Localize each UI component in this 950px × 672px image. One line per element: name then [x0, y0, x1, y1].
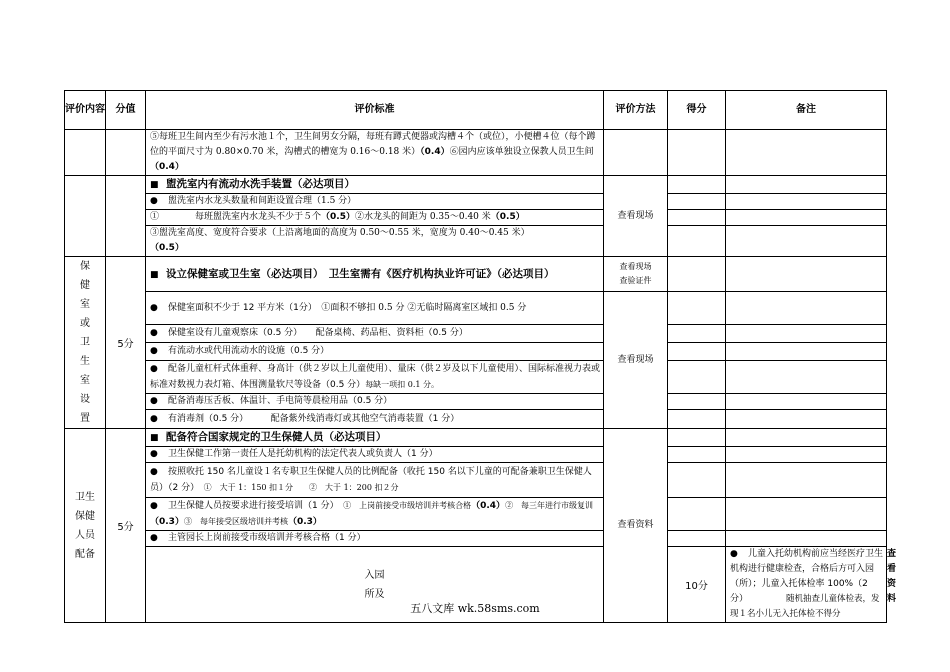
label-line: 人员: [75, 529, 95, 541]
label-char: 健: [80, 280, 90, 291]
score-cell: [668, 531, 726, 547]
notes-cell: [726, 325, 887, 343]
label-char: 置: [80, 413, 90, 424]
evaluation-table: [64, 90, 897, 623]
health-staff-item-cell: [146, 463, 604, 498]
washroom-item-cell: [146, 194, 604, 210]
score-cell: [668, 410, 726, 429]
table-row: [65, 531, 887, 547]
health-staff-item3-c: ② 每三年进行市级复训: [505, 501, 594, 510]
notes-cell: [726, 410, 887, 429]
notes-cell: [726, 429, 887, 447]
bullet-icon: ●: [150, 346, 158, 356]
notes-cell: [726, 194, 887, 210]
washroom-item1: 盥洗室内水龙头数量和间距设置合理（1.5 分）: [168, 196, 357, 206]
washroom-item3-score: （0.5）: [150, 243, 184, 253]
washroom-item2-b: ②水龙头的间距为 0.35～0.40 米: [354, 212, 491, 222]
toilet-criteria-score: （0.4）: [420, 147, 450, 157]
admission-points: 10分: [668, 547, 726, 623]
health-room-method-b: 查验证件: [619, 276, 652, 285]
health-staff-item-cell: [146, 447, 604, 463]
toilet-criteria-cell: [146, 130, 604, 176]
washroom-title-cell: [146, 176, 604, 194]
table-row: [65, 226, 887, 257]
score-cell: [668, 210, 726, 226]
score-cell: [668, 226, 726, 257]
health-room-item-cell: [146, 292, 604, 325]
health-room-item-cell: [146, 410, 604, 429]
label-char: 生: [80, 356, 90, 367]
health-staff-label: [65, 429, 106, 623]
washroom-item-cell: [146, 210, 604, 226]
washroom-title: 盥洗室内有流动水洗手装置（必达项目）: [166, 178, 355, 190]
health-room-item4: 配备儿童杠杆式体重秤、身高计（供２岁以上儿童使用）、量床（供２岁及以下儿童使用）、国际标准视力表或标准对数视力表灯箱、体围测量软尺等设备（0.5 分）: [150, 363, 601, 390]
notes-cell: [726, 447, 887, 463]
score-cell: [668, 394, 726, 410]
square-bullet-icon: ■: [150, 180, 159, 190]
notes-cell: [726, 394, 887, 410]
health-staff-title-cell: [146, 429, 604, 447]
notes-cell: [726, 176, 887, 194]
health-staff-item2-deduction: ① 大于 1：150 扣１分 ② 大于 1：200 扣２分: [203, 482, 399, 492]
health-room-label: [65, 257, 106, 429]
washroom-item2-b-score: （0.5）: [490, 212, 525, 222]
header-notes: 备注: [726, 91, 887, 130]
notes-cell: [726, 531, 887, 547]
label-line: 入园: [364, 569, 385, 581]
content-cell-empty: [65, 176, 106, 257]
notes-cell: [726, 226, 887, 257]
health-room-method-a: 查看现场: [619, 262, 652, 271]
health-room-item4-deduction: 每缺一项扣 0.1 分。: [365, 379, 439, 389]
table-row: [65, 257, 887, 292]
bullet-icon: ●: [150, 302, 158, 313]
table-header-row: [65, 91, 887, 130]
notes-cell: [726, 498, 887, 531]
score-cell: [668, 257, 726, 292]
health-room-item3: 有流动水或代用流动水的设施（0.5 分）: [168, 346, 330, 356]
health-room-item1-deduction: ①面积不够扣 0.5 分 ②无临时隔离室区域扣 0.5 分: [321, 302, 527, 313]
score-cell: [668, 194, 726, 210]
score-cell: [668, 498, 726, 531]
health-room-item-cell: [146, 394, 604, 410]
table-row: [65, 361, 887, 394]
toilet-staff-text: ⑥园内应该单独设立保教人员卫生间: [449, 147, 594, 157]
header-score: 得分: [668, 91, 726, 130]
bullet-icon: ●: [150, 413, 158, 424]
health-room-title: 设立保健室或卫生室（必达项目） 卫生室需有《医疗机构执业许可证》（必达项目）: [166, 267, 555, 280]
notes-cell: [726, 292, 887, 325]
notes-cell: [726, 130, 887, 176]
header-criteria: 评价标准: [146, 91, 604, 130]
washroom-item2-a: ① 每班盥洗室内水龙头不少于５个: [150, 212, 322, 222]
health-staff-item-cell: [146, 531, 604, 547]
label-char: 或: [80, 318, 90, 329]
table-row: [65, 394, 887, 410]
table-row: [65, 194, 887, 210]
health-room-item1: 保健室面积不少于 12 平方米（1分）: [168, 302, 313, 313]
table-row: [65, 130, 887, 176]
table-row: [65, 498, 887, 531]
health-staff-method: 查看资料: [604, 429, 668, 623]
label-line: 卫生: [75, 491, 95, 503]
toilet-criteria-text: ⑤每班卫生间内至少有污水池１个，卫生间男女分隔，每班有蹲式便器或沟槽４个（或位），小便槽４位（每个蹲位的平面尺寸为 0.80×0.70 米，沟槽式的槽宽为 0.16～0.18 米）: [150, 132, 596, 157]
label-line: 所及: [364, 588, 385, 600]
table-row: [65, 447, 887, 463]
health-room-item-cell: [146, 325, 604, 343]
health-room-method: 查看现场: [604, 292, 668, 429]
washroom-item3: ③盥洗室高度、宽度符合要求（上沿离地面的高度为 0.50～0.55 米，宽度为 0.40～0.45 米）: [150, 228, 530, 238]
table-row: [65, 325, 887, 343]
points-cell-empty: [106, 176, 146, 257]
health-room-item-cell: [146, 361, 604, 394]
table-row: [65, 292, 887, 325]
score-cell: [668, 429, 726, 447]
notes-cell: [726, 257, 887, 292]
score-cell: [668, 343, 726, 361]
notes-cell: [726, 463, 887, 498]
bullet-icon: ●: [150, 449, 158, 459]
health-staff-item3-d-score: （0.3）: [287, 517, 322, 527]
health-room-points: 5分: [106, 257, 146, 429]
health-staff-title: 配备符合国家规定的卫生保健人员（必达项目）: [166, 431, 387, 443]
label-char: 室: [80, 299, 90, 310]
bullet-icon: ●: [150, 196, 158, 206]
health-staff-item4: 主管园长上岗前接受市级培训并考核合格（1 分）: [168, 533, 366, 543]
table-row: [65, 343, 887, 361]
table-row: [65, 463, 887, 498]
score-cell: [668, 447, 726, 463]
score-cell: [668, 176, 726, 194]
label-char: 室: [80, 375, 90, 386]
label-char: 卫: [80, 337, 90, 348]
health-room-item-cell: [146, 343, 604, 361]
score-cell: [668, 130, 726, 176]
health-staff-item-cell: [146, 498, 604, 531]
health-room-item6: 有消毒剂（0.5 分） 配备紫外线消毒灯或其他空气消毒装置（1 分）: [168, 413, 460, 424]
table-row: [65, 176, 887, 194]
health-room-method-cell: [604, 257, 668, 292]
score-cell: [668, 292, 726, 325]
bullet-icon: ●: [150, 363, 158, 374]
content-cell-empty: [65, 130, 106, 176]
table-row: 入园 所及 10分 ● 儿童入托幼机构前应当经医疗卫生机构进行健康检查，合格后方可入园（所）；儿童入托体检率 100%（2 分） 随机抽查儿童体检表，发现１名小儿无入托体检不得分 查看资料: [65, 547, 887, 623]
label-line: 保健: [75, 510, 95, 522]
footer-watermark: 五八文库 wk.58sms.com: [410, 602, 540, 615]
score-cell: [668, 463, 726, 498]
score-cell: [668, 361, 726, 394]
bullet-icon: ●: [150, 328, 158, 338]
health-staff-points: 5分: [106, 429, 146, 623]
bullet-icon: ●: [730, 549, 738, 559]
bullet-icon: ●: [150, 533, 158, 543]
points-cell-empty: [106, 130, 146, 176]
table-row: [65, 410, 887, 429]
health-room-title-cell: [146, 257, 604, 292]
health-staff-item3-b-score: （0.4）: [471, 501, 506, 511]
health-staff-item2: 按照收托 150 名儿童设１名专职卫生保健人员的比例配备（收托 150 名以下儿童的可配备兼职卫生保健人员）（2 分）: [150, 466, 592, 493]
admission-item1-deduction: 随机抽查儿童体检表，发现１名小儿无入托体检不得分: [730, 594, 880, 619]
header-method: 评价方法: [604, 91, 668, 130]
health-room-item5: 配备消毒压舌板、体温计、手电筒等晨检用品（0.5 分）: [168, 396, 393, 406]
table-row: [65, 429, 887, 447]
toilet-staff-score: （0.4）: [150, 162, 184, 172]
health-staff-item3: 卫生保健人员按要求进行接受培训（1 分）: [168, 501, 335, 511]
washroom-item2-a-score: （0.5）: [321, 212, 355, 222]
label-char: 设: [80, 394, 90, 405]
label-char: 保: [80, 261, 90, 272]
notes-cell: [726, 361, 887, 394]
header-score-value: 分值: [106, 91, 146, 130]
admission-item1: 儿童入托幼机构前应当经医疗卫生机构进行健康检查，合格后方可入园（所）；儿童入托体检率 100%（2 分）: [730, 549, 884, 604]
square-bullet-icon: ■: [150, 269, 159, 280]
health-staff-item3-b: ① 上岗前接受市级培训并考核合格: [343, 501, 472, 510]
health-room-item2: 保健室设有儿童观察床（0.5 分） 配备桌椅、药品柜、资料柜（0.5 分）: [168, 328, 468, 338]
health-staff-item1: 卫生保健工作第一责任人是托幼机构的法定代表人或负责人（1 分）: [168, 449, 438, 459]
label-line: 配备: [75, 548, 95, 560]
bullet-icon: ●: [150, 466, 158, 477]
table-row: [65, 210, 887, 226]
bullet-icon: ●: [150, 396, 158, 406]
notes-cell: [726, 210, 887, 226]
score-cell: [668, 325, 726, 343]
method-cell-empty: [604, 130, 668, 176]
washroom-method: 查看现场: [604, 176, 668, 257]
square-bullet-icon: ■: [150, 433, 159, 443]
health-staff-item3-d: ③ 每年接受区级培训并考核: [183, 517, 288, 526]
health-staff-item3-c-score: （0.3）: [150, 517, 184, 527]
header-content: 评价内容: [65, 91, 106, 130]
bullet-icon: ●: [150, 501, 158, 511]
washroom-item-cell: [146, 226, 604, 257]
notes-cell: [726, 343, 887, 361]
